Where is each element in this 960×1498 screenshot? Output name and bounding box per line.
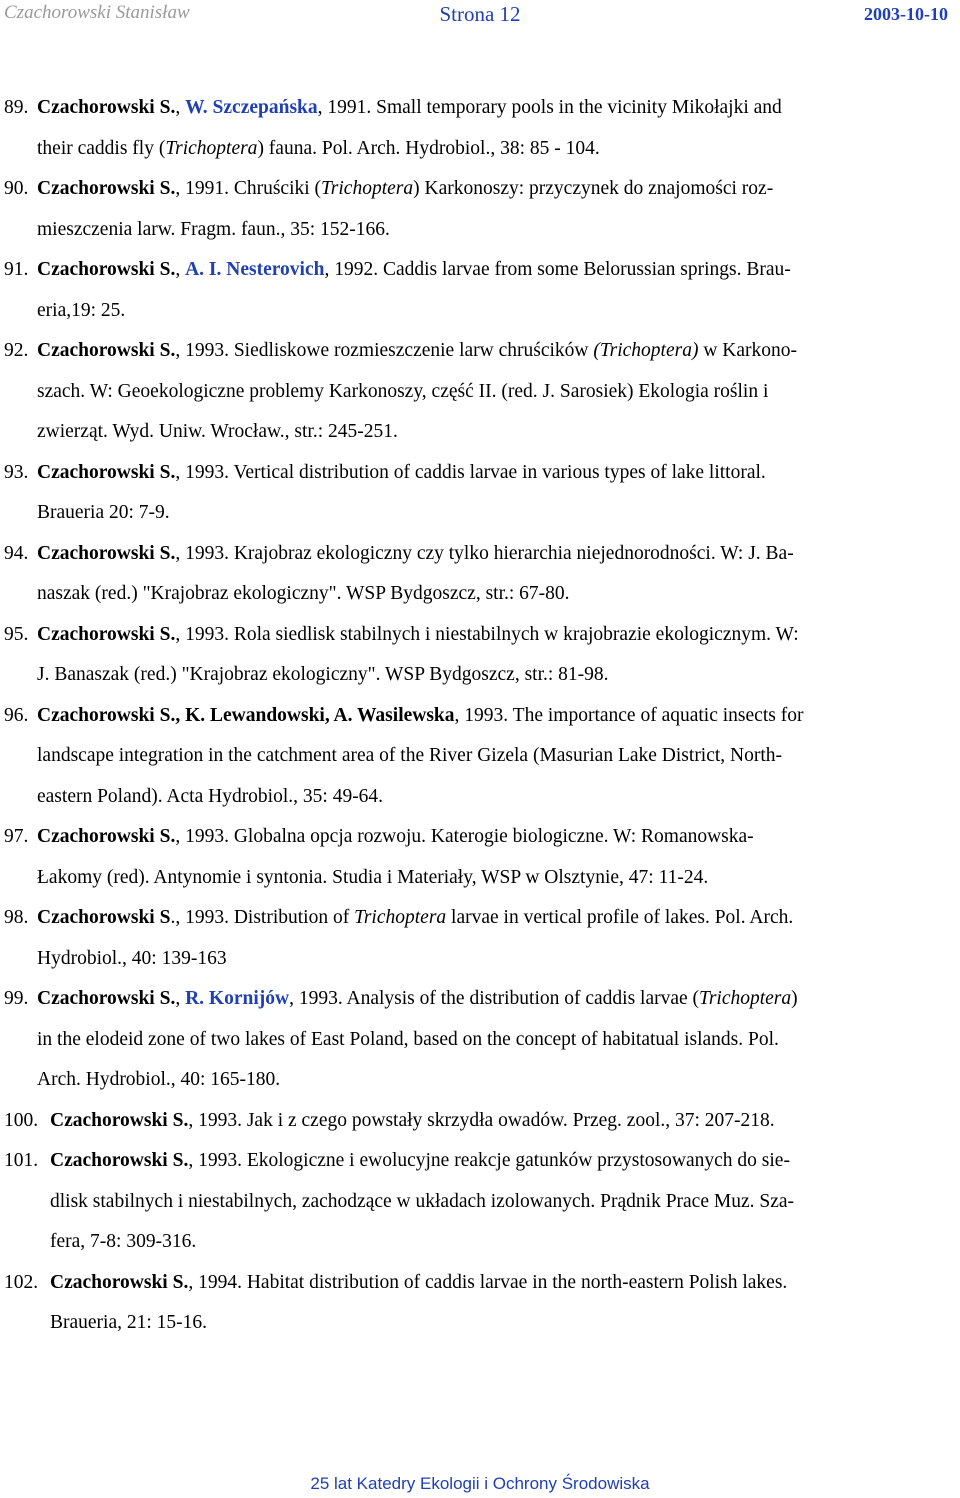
reference-text — [0, 534, 960, 615]
reference-segment: dlisk stabilnych i niestabilnych, zachodzące w układach izolowanych. Prądnik Prace Muz. Sza- — [50, 1190, 795, 1212]
reference-line — [50, 1182, 960, 1223]
reference-entry — [0, 696, 960, 818]
author-name: Czachorowski S. — [37, 340, 176, 361]
reference-line — [37, 250, 960, 291]
taxon-name: (Trichoptera) — [593, 340, 699, 361]
reference-text — [0, 331, 960, 453]
reference-text — [0, 169, 960, 250]
header-page-number: Strona 12 — [439, 2, 521, 26]
taxon-name: Trichoptera — [321, 178, 414, 199]
reference-segment: , — [175, 988, 186, 1009]
reference-number: 102. — [4, 1271, 39, 1293]
reference-line — [37, 777, 960, 818]
reference-segment: eria,19: 25. — [37, 299, 126, 321]
reference-segment: fera, 7-8: 309-316. — [50, 1231, 197, 1252]
reference-line — [37, 453, 960, 494]
reference-number: 89. — [4, 97, 29, 118]
author-name: Czachorowski S. — [37, 988, 176, 1009]
reference-line — [37, 696, 960, 737]
reference-entry — [0, 817, 960, 898]
reference-line — [50, 1101, 960, 1142]
reference-entry — [0, 331, 960, 453]
reference-line — [50, 1222, 960, 1263]
reference-segment: Hydrobiol., 40: 139-163 — [37, 947, 227, 969]
reference-segment: ., 1993. Distribution of — [170, 907, 355, 928]
reference-line — [37, 169, 960, 210]
reference-entry — [0, 979, 960, 1101]
reference-text — [0, 615, 960, 696]
reference-segment: mieszczenia larw. Fragm. faun., 35: 152-166. — [37, 218, 390, 240]
reference-entry — [0, 88, 960, 169]
reference-segment: Arch. Hydrobiol., 40: 165-180. — [37, 1069, 281, 1090]
page-footer: 25 lat Katedry Ekologii i Ochrony Środowiska — [310, 1474, 650, 1493]
reference-list — [0, 88, 960, 1344]
reference-text — [0, 817, 960, 898]
reference-text — [0, 1101, 960, 1142]
reference-number: 99. — [4, 988, 29, 1009]
reference-entry — [0, 615, 960, 696]
reference-number: 98. — [4, 907, 29, 928]
reference-line — [50, 1141, 960, 1182]
reference-segment: Braueria, 21: 15-16. — [50, 1312, 208, 1333]
reference-number: 90. — [4, 178, 29, 199]
reference-segment: in the elodeid zone of two lakes of East Poland, based on the concept of habitatual islands. Pol. — [37, 1028, 779, 1050]
reference-line — [37, 210, 960, 251]
reference-segment: ) fauna. Pol. Arch. Hydrobiol., 38: 85 - 104. — [257, 137, 600, 159]
author-name: R. Kornijów — [185, 988, 290, 1009]
reference-line — [37, 736, 960, 777]
reference-segment: , 1993. Siedliskowe rozmieszczenie larw chruścików — [175, 340, 594, 361]
reference-line — [37, 979, 960, 1020]
author-name: Czachorowski S. — [37, 461, 176, 483]
page-header — [0, 0, 960, 30]
reference-segment: J. Banaszak (red.) "Krajobraz ekologiczny". WSP Bydgoszcz, str.: 81-98. — [37, 664, 609, 685]
reference-segment: ) Karkonoszy: przyczynek do znajomości roz- — [413, 178, 774, 199]
reference-line — [37, 88, 960, 129]
reference-text — [0, 1141, 960, 1263]
reference-segment: eastern Poland). Acta Hydrobiol., 35: 49-64. — [37, 785, 384, 807]
reference-segment: , 1993. Ekologiczne i ewolucyjne reakcje gatunków przystosowanych do sie- — [188, 1150, 790, 1171]
reference-line — [37, 493, 960, 534]
reference-line — [37, 939, 960, 980]
reference-text — [0, 250, 960, 331]
author-name: Czachorowski S. — [37, 97, 176, 118]
reference-number: 97. — [4, 826, 29, 847]
author-name: A. I. Nesterovich — [185, 259, 325, 280]
reference-number: 95. — [4, 623, 29, 645]
reference-segment: their caddis fly ( — [37, 137, 166, 159]
taxon-name: Trichoptera — [354, 907, 447, 928]
reference-segment: , 1991. Chruściki ( — [175, 178, 322, 199]
reference-number: 93. — [4, 461, 29, 483]
reference-line — [37, 1020, 960, 1061]
reference-segment: Braueria 20: 7-9. — [37, 502, 170, 523]
reference-line — [37, 291, 960, 332]
author-name: Czachorowski S. — [50, 1271, 189, 1293]
reference-segment: , 1993. Jak i z czego powstały skrzydła owadów. Przeg. zool., 37: 207-218. — [188, 1109, 775, 1131]
reference-segment: naszak (red.) "Krajobraz ekologiczny". WSP Bydgoszcz, str.: 67-80. — [37, 583, 570, 604]
reference-line — [37, 1060, 960, 1101]
reference-number: 100. — [4, 1109, 39, 1131]
reference-text — [0, 453, 960, 534]
reference-line — [37, 534, 960, 575]
reference-number: 101. — [4, 1150, 39, 1171]
reference-segment: , 1991. Small temporary pools in the vicinity Mikołajki and — [317, 97, 782, 118]
reference-entry — [0, 898, 960, 979]
reference-line — [37, 858, 960, 899]
reference-number: 91. — [4, 259, 29, 280]
reference-text — [0, 1263, 960, 1344]
reference-number: 92. — [4, 340, 29, 361]
author-name: Czachorowski S. — [37, 178, 176, 199]
reference-segment: Łakomy (red). Antynomie i syntonia. Studia i Materiały, WSP w Olsztynie, 47: 11-24. — [37, 866, 709, 888]
reference-segment: landscape integration in the catchment area of the River Gizela (Masurian Lake District, North- — [37, 745, 783, 766]
reference-entry — [0, 1141, 960, 1263]
reference-number: 94. — [4, 542, 29, 564]
reference-line — [37, 372, 960, 413]
author-name: Czachorowski S., K. Lewandowski, A. Wasilewska — [37, 704, 455, 726]
reference-segment: , 1993. Analysis of the distribution of caddis larvae ( — [289, 988, 700, 1009]
author-name: Czachorowski S. — [37, 623, 176, 645]
reference-segment: w Karkono- — [698, 340, 798, 361]
reference-text — [0, 88, 960, 169]
reference-line — [37, 817, 960, 858]
taxon-name: Trichoptera — [699, 988, 792, 1009]
reference-segment: , — [175, 97, 186, 118]
author-name: Czachorowski S. — [50, 1150, 189, 1171]
reference-text — [0, 696, 960, 818]
reference-line — [50, 1303, 960, 1344]
reference-line — [37, 129, 960, 170]
reference-text — [0, 898, 960, 979]
reference-segment: , 1993. Globalna opcja rozwoju. Katerogie biologiczne. W: Romanowska- — [175, 826, 754, 847]
reference-segment: , 1993. The importance of aquatic insects for — [454, 704, 804, 726]
reference-segment: , — [175, 259, 186, 280]
reference-entry — [0, 169, 960, 250]
reference-text — [0, 979, 960, 1101]
reference-entry — [0, 250, 960, 331]
author-name: Czachorowski S. — [37, 259, 176, 280]
header-author: Czachorowski Stanisław — [4, 2, 190, 23]
reference-line — [37, 331, 960, 372]
reference-line — [37, 574, 960, 615]
reference-line — [37, 655, 960, 696]
reference-segment: , 1993. Rola siedlisk stabilnych i niestabilnych w krajobrazie ekologicznym. W: — [175, 623, 799, 645]
reference-segment: , 1992. Caddis larvae from some Belorussian springs. Brau- — [324, 259, 791, 280]
reference-entry — [0, 534, 960, 615]
author-name: Czachorowski S. — [37, 826, 176, 847]
author-name: Czachorowski S. — [50, 1109, 189, 1131]
reference-entry — [0, 453, 960, 534]
reference-entry — [0, 1101, 960, 1142]
author-name: Czachorowski S — [37, 907, 171, 928]
reference-line — [37, 615, 960, 656]
reference-segment: zwierząt. Wyd. Uniw. Wrocław., str.: 245-251. — [37, 421, 398, 442]
reference-segment: ) — [791, 988, 798, 1009]
reference-segment: , 1993. Krajobraz ekologiczny czy tylko hierarchia niejednorodności. W: J. Ba- — [175, 542, 794, 564]
author-name: W. Szczepańska — [185, 97, 318, 118]
reference-segment: , 1993. Vertical distribution of caddis larvae in various types of lake littoral. — [175, 461, 766, 483]
reference-line — [50, 1263, 960, 1304]
reference-line — [37, 412, 960, 453]
reference-entry — [0, 1263, 960, 1344]
reference-number: 96. — [4, 704, 29, 726]
reference-segment: szach. W: Geoekologiczne problemy Karkonoszy, część II. (red. J. Sarosiek) Ekologia roślin i — [37, 380, 769, 402]
header-date: 2003-10-10 — [864, 4, 948, 24]
reference-segment: larvae in vertical profile of lakes. Pol. Arch. — [446, 907, 794, 928]
taxon-name: Trichoptera — [165, 137, 258, 159]
reference-segment: , 1994. Habitat distribution of caddis larvae in the north-eastern Polish lakes. — [188, 1271, 788, 1293]
reference-line — [37, 898, 960, 939]
author-name: Czachorowski S. — [37, 542, 176, 564]
